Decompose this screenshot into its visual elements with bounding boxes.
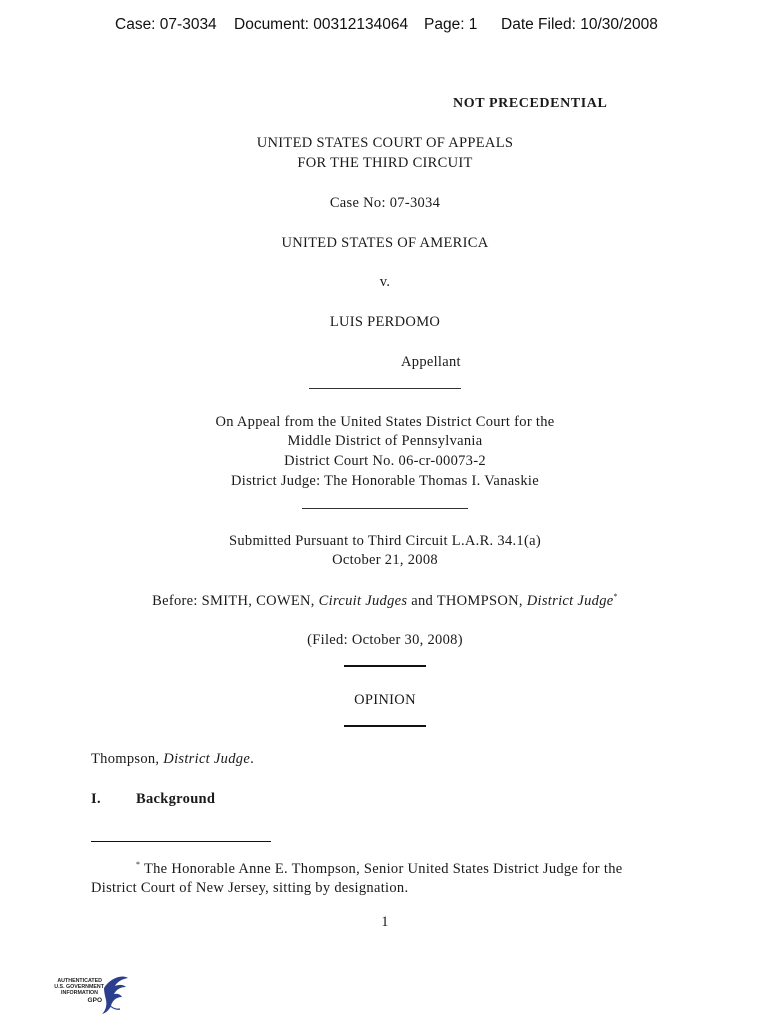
opinion-title: OPINION	[354, 692, 416, 708]
author-period: .	[250, 751, 254, 767]
court-name-line1: UNITED STATES COURT OF APPEALS	[256, 135, 514, 151]
footnote-marker: *	[136, 860, 141, 869]
panel-circuit-judges: Circuit Judges	[318, 592, 408, 609]
header-case: Case: 07-3034	[115, 16, 217, 33]
appeal-info-line4: District Judge: The Honorable Thomas I. Vanaskie	[231, 473, 539, 489]
separator-rule	[309, 388, 461, 389]
section-title: Background	[136, 791, 216, 807]
precedential-status: NOT PRECEDENTIAL	[453, 96, 608, 111]
opinion-author	[91, 751, 254, 768]
seal-text-line4: GPO	[87, 997, 102, 1004]
plaintiff-name: UNITED STATES OF AMERICA	[281, 235, 489, 251]
header-document: Document: 00312134064	[234, 16, 409, 33]
panel-judges	[0, 592, 770, 610]
panel-before: Before: SMITH, COWEN,	[152, 592, 315, 609]
header-date-filed: Date Filed: 10/30/2008	[501, 16, 658, 33]
case-number: Case No: 07-3034	[329, 195, 441, 211]
filed-date: (Filed: October 30, 2008)	[307, 632, 463, 648]
submission-line1: Submitted Pursuant to Third Circuit L.A.R. 34.1(a)	[229, 533, 541, 549]
footnote-text-line1: The Honorable Anne E. Thompson, Senior United States District Judge for the	[140, 860, 623, 877]
footnote-mark: *	[613, 592, 618, 601]
court-name-line2: FOR THE THIRD CIRCUIT	[297, 155, 473, 171]
panel-district-judge: District Judge	[526, 592, 614, 609]
appellant-label: Appellant	[401, 354, 461, 370]
page-number: 1	[381, 914, 389, 930]
seal-text-line1: AUTHENTICATED	[57, 978, 102, 984]
separator-rule	[344, 725, 426, 727]
versus: v.	[379, 274, 391, 290]
panel-and-thompson: and THOMPSON,	[411, 592, 523, 609]
footnote-rule	[91, 841, 271, 842]
footnote-line1	[136, 860, 622, 878]
defendant-name: LUIS PERDOMO	[329, 314, 441, 330]
author-title: District Judge	[163, 751, 251, 767]
eagle-icon	[100, 974, 130, 1016]
appeal-info-line1: On Appeal from the United States District Court for the	[215, 414, 555, 430]
section-number: I.	[91, 791, 101, 807]
header-page: Page: 1	[424, 16, 478, 33]
appeal-info-line2: Middle District of Pennsylvania	[287, 433, 483, 449]
seal-text-line3: INFORMATION	[61, 990, 98, 996]
appeal-info-line3: District Court No. 06-cr-00073-2	[284, 453, 486, 469]
submission-line2: October 21, 2008	[332, 552, 438, 568]
gpo-authentication-seal	[44, 974, 130, 1016]
author-name: Thompson,	[91, 751, 160, 767]
separator-rule	[302, 508, 468, 509]
seal-text-line2: U.S. GOVERNMENT	[54, 984, 104, 990]
footnote-line2: District Court of New Jersey, sitting by designation.	[91, 880, 409, 896]
separator-rule	[344, 665, 426, 667]
